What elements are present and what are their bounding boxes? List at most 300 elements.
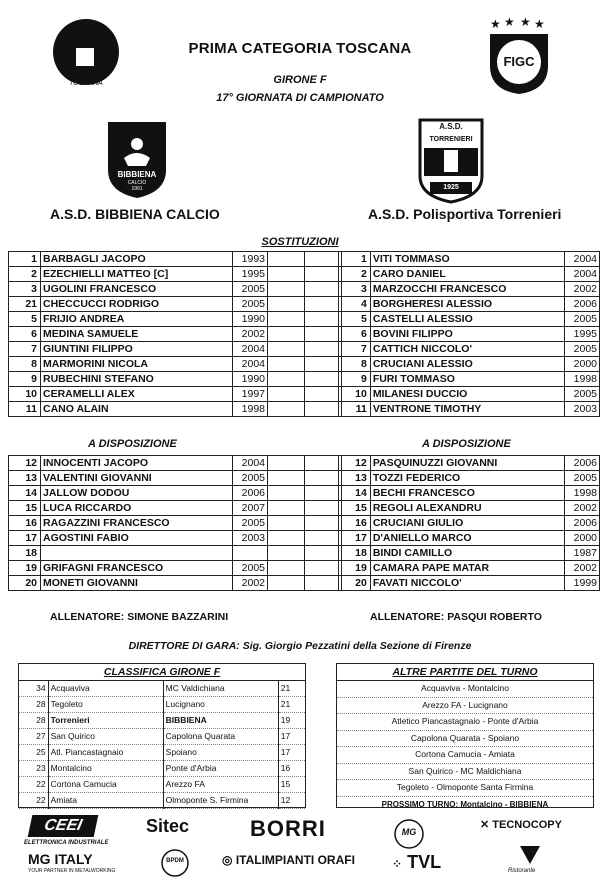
other-match: Acquaviva - Montalcino	[337, 681, 593, 698]
substitution-cell	[305, 297, 342, 312]
home-player-row	[9, 357, 342, 372]
player-number: 8	[9, 357, 41, 372]
substitution-cell	[268, 516, 305, 531]
home-player-row	[9, 471, 342, 486]
player-birth-year: 2006	[565, 456, 600, 471]
player-birth-year: 2003	[233, 531, 268, 546]
away-player-row	[339, 372, 600, 387]
sponsor-borri: BORRI	[250, 816, 326, 841]
player-name: TOZZI FEDERICO	[370, 471, 564, 486]
away-player-row	[339, 402, 600, 417]
home-player-row	[9, 516, 342, 531]
player-name: EZECHIELLI MATTEO [C]	[41, 267, 233, 282]
player-birth-year: 2006	[565, 516, 600, 531]
substitution-cell	[268, 297, 305, 312]
player-name: CAMARA PAPE MATAR	[370, 561, 564, 576]
standing-points: 28	[19, 697, 48, 713]
home-player-row	[9, 486, 342, 501]
player-number: 6	[9, 327, 41, 342]
player-birth-year	[233, 546, 268, 561]
altre-partite-title: ALTRE PARTITE DEL TURNO	[337, 664, 593, 681]
player-birth-year: 2004	[233, 342, 268, 357]
sponsor-ristorante-logo	[516, 842, 544, 866]
player-number: 2	[9, 267, 41, 282]
player-birth-year: 2005	[233, 297, 268, 312]
home-player-row	[9, 327, 342, 342]
player-birth-year: 2006	[565, 297, 600, 312]
sponsor-mgitaly	[28, 851, 93, 867]
standing-team: MC Valdichiana	[163, 681, 278, 697]
home-player-row	[9, 456, 342, 471]
substitution-cell	[268, 471, 305, 486]
home-player-row	[9, 282, 342, 297]
standing-team: San Quirico	[48, 729, 163, 745]
player-number: 1	[9, 252, 41, 267]
player-birth-year: 2005	[233, 471, 268, 486]
prossimo-turno: PROSSIMO TURNO: Montalcino - BIBBIENA	[381, 799, 549, 809]
player-name: AGOSTINI FABIO	[41, 531, 233, 546]
substitution-cell	[305, 561, 342, 576]
player-birth-year: 1990	[233, 372, 268, 387]
player-birth-year: 1990	[233, 312, 268, 327]
player-number: 8	[339, 357, 371, 372]
standing-team: Cortona Camucia	[48, 777, 163, 793]
substitution-cell	[305, 342, 342, 357]
player-number: 16	[339, 516, 371, 531]
torrenieri-crest-year: 1925	[443, 184, 459, 191]
player-name: FAVATI NICCOLO'	[370, 576, 564, 591]
player-name: MEDINA SAMUELE	[41, 327, 233, 342]
player-number: 7	[9, 342, 41, 357]
player-name: D'ANIELLO MARCO	[370, 531, 564, 546]
home-player-row	[9, 561, 342, 576]
away-player-row	[339, 342, 600, 357]
substitution-cell	[268, 282, 305, 297]
player-name: MARZOCCHI FRANCESCO	[370, 282, 564, 297]
classifica-row	[19, 697, 305, 713]
player-birth-year: 2004	[233, 456, 268, 471]
substitution-cell	[305, 372, 342, 387]
player-number: 3	[9, 282, 41, 297]
player-number: 15	[9, 501, 41, 516]
home-player-row	[9, 372, 342, 387]
home-player-row	[9, 501, 342, 516]
substitution-cell	[268, 387, 305, 402]
svg-text:★: ★	[534, 17, 545, 31]
player-number: 11	[339, 402, 371, 417]
player-name: CERAMELLI ALEX	[41, 387, 233, 402]
player-name: MARMORINI NICOLA	[41, 357, 233, 372]
standing-team: Capolona Quarata	[163, 729, 278, 745]
player-name: CANO ALAIN	[41, 402, 233, 417]
figc-logo-text: FIGC	[503, 54, 535, 69]
sponsor-tvl	[392, 852, 441, 873]
player-name: CRUCIANI GIULIO	[370, 516, 564, 531]
other-match: Capolona Quarata - Spoiano	[337, 731, 593, 748]
player-birth-year: 2004	[565, 267, 600, 282]
page-title: PRIMA CATEGORIA TOSCANA	[188, 40, 412, 57]
sponsor-bpdm-text: BPDM	[166, 858, 184, 864]
player-birth-year: 1998	[233, 402, 268, 417]
toscana-logo-text: TOSCANA	[69, 80, 103, 87]
player-name: CRUCIANI ALESSIO	[370, 357, 564, 372]
standing-team: Olmoponte S. Firmina	[163, 793, 278, 809]
player-birth-year: 2002	[565, 561, 600, 576]
substitution-cell	[268, 357, 305, 372]
away-player-row	[339, 561, 600, 576]
player-birth-year: 2000	[565, 531, 600, 546]
tvl-icon: ⁘	[392, 857, 403, 871]
player-name: RUBECHINI STEFANO	[41, 372, 233, 387]
home-player-row	[9, 387, 342, 402]
bibbiena-crest-sub: CALCIO	[127, 180, 147, 186]
player-number: 18	[9, 546, 41, 561]
away-player-row	[339, 357, 600, 372]
standing-points: 19	[278, 713, 305, 729]
substitution-cell	[268, 456, 305, 471]
player-number: 21	[9, 297, 41, 312]
player-name: PASQUINUZZI GIOVANNI	[370, 456, 564, 471]
other-match: Atletico Piancastagnaio - Ponte d'Arbia	[337, 714, 593, 731]
player-name: CHECCUCCI RODRIGO	[41, 297, 233, 312]
standing-points: 17	[278, 745, 305, 761]
home-player-row	[9, 252, 342, 267]
player-number: 2	[339, 267, 371, 282]
player-number: 10	[9, 387, 41, 402]
player-number: 10	[339, 387, 371, 402]
substitution-cell	[268, 546, 305, 561]
italimpianti-icon: ◎	[222, 853, 233, 867]
away-player-row	[339, 297, 600, 312]
torrenieri-crest-text: TORRENIERI	[429, 136, 473, 143]
sponsor-tecnocopy-text: TECNOCOPY	[492, 819, 562, 831]
classifica-table	[19, 681, 305, 809]
player-number: 14	[339, 486, 371, 501]
player-name: FURI TOMMASO	[370, 372, 564, 387]
player-number: 6	[339, 327, 371, 342]
substitution-cell	[305, 486, 342, 501]
away-player-row	[339, 486, 600, 501]
player-name: BARBAGLI JACOPO	[41, 252, 233, 267]
player-name: GRIFAGNI FRANCESCO	[41, 561, 233, 576]
player-number: 5	[339, 312, 371, 327]
player-birth-year: 2005	[565, 387, 600, 402]
other-match: Arezzo FA - Lucignano	[337, 698, 593, 715]
sponsor-sitec: Sitec	[146, 816, 190, 836]
substitution-cell	[305, 456, 342, 471]
standing-team: Lucignano	[163, 697, 278, 713]
player-birth-year: 1997	[233, 387, 268, 402]
player-name: MILANESI DUCCIO	[370, 387, 564, 402]
standing-points: 21	[278, 681, 305, 697]
substitution-cell	[268, 486, 305, 501]
substitution-cell	[305, 546, 342, 561]
player-number: 3	[339, 282, 371, 297]
player-birth-year: 2002	[565, 501, 600, 516]
player-birth-year: 1999	[565, 576, 600, 591]
altre-partite-box	[336, 663, 594, 808]
player-number: 12	[339, 456, 371, 471]
other-match: Cortona Camucia - Amiata	[337, 747, 593, 764]
substitution-cell	[268, 576, 305, 591]
away-team-name: A.S.D. Polisportiva Torrenieri	[368, 206, 562, 222]
sponsor-ceei	[28, 815, 99, 837]
player-name: FRIJIO ANDREA	[41, 312, 233, 327]
player-name: UGOLINI FRANCESCO	[41, 282, 233, 297]
player-name	[41, 546, 233, 561]
sponsor-ceei-sub: ELETTRONICA INDUSTRIALE	[24, 840, 109, 846]
other-match: San Quirico - MC Maldichiana	[337, 764, 593, 781]
player-number: 16	[9, 516, 41, 531]
away-player-row	[339, 546, 600, 561]
player-name: VENTRONE TIMOTHY	[370, 402, 564, 417]
player-number: 12	[9, 456, 41, 471]
classifica-row	[19, 793, 305, 809]
svg-text:★: ★	[504, 16, 515, 29]
player-name: INNOCENTI JACOPO	[41, 456, 233, 471]
player-name: JALLOW DODOU	[41, 486, 233, 501]
away-bench-label: A DISPOSIZIONE	[422, 438, 511, 450]
away-player-row	[339, 531, 600, 546]
substitution-cell	[305, 282, 342, 297]
substitution-cell	[305, 267, 342, 282]
player-birth-year: 2004	[565, 252, 600, 267]
player-birth-year: 1987	[565, 546, 600, 561]
substitution-cell	[305, 471, 342, 486]
substitution-cell	[305, 576, 342, 591]
substitution-cell	[268, 312, 305, 327]
home-team-name: A.S.D. BIBBIENA CALCIO	[50, 206, 220, 222]
away-coach: ALLENATORE: PASQUI ROBERTO	[370, 611, 542, 623]
classifica-row	[19, 761, 305, 777]
sponsor-ristorante-text: Ristorante	[508, 868, 536, 874]
player-birth-year: 2005	[233, 561, 268, 576]
player-number: 7	[339, 342, 371, 357]
torrenieri-crest-top: A.S.D.	[439, 122, 463, 131]
standing-team: Montalcino	[48, 761, 163, 777]
away-player-row	[339, 456, 600, 471]
sponsor-mg-text: MG	[401, 827, 417, 837]
player-number: 13	[339, 471, 371, 486]
referee-line: DIRETTORE DI GARA: Sig. Giorgio Pezzatini della Sezione di Firenze	[128, 640, 472, 652]
classifica-row	[19, 681, 305, 697]
substitution-cell	[305, 402, 342, 417]
substitution-cell	[268, 267, 305, 282]
svg-text:★: ★	[520, 16, 531, 29]
player-birth-year: 2003	[565, 402, 600, 417]
player-number: 20	[339, 576, 371, 591]
standing-team: Torrenieri	[48, 713, 163, 729]
player-birth-year: 2005	[233, 282, 268, 297]
standing-team: BIBBIENA	[163, 713, 278, 729]
player-name: BOVINI FILIPPO	[370, 327, 564, 342]
away-player-row	[339, 501, 600, 516]
sponsor-mgitaly-text: MG ITALY	[28, 851, 93, 867]
player-name: BECHI FRANCESCO	[370, 486, 564, 501]
home-player-row	[9, 531, 342, 546]
substitution-cell	[305, 327, 342, 342]
classifica-box	[18, 663, 306, 808]
tecnocopy-icon: ✕	[480, 819, 490, 831]
player-birth-year: 2006	[233, 486, 268, 501]
player-number: 14	[9, 486, 41, 501]
player-birth-year: 1995	[233, 267, 268, 282]
home-coach: ALLENATORE: SIMONE BAZZARINI	[50, 611, 229, 623]
player-name: GIUNTINI FILIPPO	[41, 342, 233, 357]
away-player-row	[339, 312, 600, 327]
away-player-row	[339, 282, 600, 297]
giornata-label: 17° GIORNATA DI CAMPIONATO	[216, 92, 384, 104]
standing-team: Spoiano	[163, 745, 278, 761]
away-bench-table	[338, 455, 600, 591]
substitution-cell	[305, 531, 342, 546]
substitution-cell	[268, 561, 305, 576]
standing-team: Arezzo FA	[163, 777, 278, 793]
player-birth-year: 2000	[565, 357, 600, 372]
standing-points: 21	[278, 697, 305, 713]
player-number: 19	[9, 561, 41, 576]
player-birth-year: 2002	[233, 576, 268, 591]
substitution-cell	[268, 501, 305, 516]
player-name: BORGHERESI ALESSIO	[370, 297, 564, 312]
player-name: REGOLI ALEXANDRU	[370, 501, 564, 516]
standing-team: Amiata	[48, 793, 163, 809]
away-player-row	[339, 252, 600, 267]
away-player-row	[339, 327, 600, 342]
player-birth-year: 2005	[233, 516, 268, 531]
home-starters-table	[8, 251, 342, 417]
bibbiena-crest-year: 1991	[131, 186, 143, 192]
substitution-cell	[268, 372, 305, 387]
player-birth-year: 2005	[565, 342, 600, 357]
player-birth-year: 2007	[233, 501, 268, 516]
player-birth-year: 2005	[565, 471, 600, 486]
standing-points: 15	[278, 777, 305, 793]
substitution-cell	[305, 357, 342, 372]
standing-points: 23	[19, 761, 48, 777]
home-player-row	[9, 297, 342, 312]
home-player-row	[9, 576, 342, 591]
away-starters-table	[338, 251, 600, 417]
player-number: 13	[9, 471, 41, 486]
player-birth-year: 1998	[565, 486, 600, 501]
substitution-cell	[268, 252, 305, 267]
substitution-cell	[268, 531, 305, 546]
bibbiena-crest-text: BIBBIENA	[117, 170, 157, 179]
home-bench-label: A DISPOSIZIONE	[88, 438, 177, 450]
player-number: 9	[339, 372, 371, 387]
player-name: BINDI CAMILLO	[370, 546, 564, 561]
standing-points: 28	[19, 713, 48, 729]
home-player-row	[9, 402, 342, 417]
player-birth-year: 1993	[233, 252, 268, 267]
player-birth-year: 2002	[565, 282, 600, 297]
standing-points: 12	[278, 793, 305, 809]
player-number: 4	[339, 297, 371, 312]
standing-team: Tegoleto	[48, 697, 163, 713]
player-name: LUCA RICCARDO	[41, 501, 233, 516]
classifica-row	[19, 777, 305, 793]
away-player-row	[339, 387, 600, 402]
home-player-row	[9, 342, 342, 357]
standing-points: 25	[19, 745, 48, 761]
player-number: 11	[9, 402, 41, 417]
away-player-row	[339, 471, 600, 486]
player-number: 19	[339, 561, 371, 576]
away-player-row	[339, 576, 600, 591]
substitution-cell	[305, 312, 342, 327]
standing-points: 16	[278, 761, 305, 777]
girone-label: GIRONE F	[273, 74, 327, 86]
substitution-cell	[305, 252, 342, 267]
player-number: 15	[339, 501, 371, 516]
substitution-cell	[268, 342, 305, 357]
player-name: VITI TOMMASO	[370, 252, 564, 267]
player-birth-year: 1995	[565, 327, 600, 342]
away-player-row	[339, 516, 600, 531]
player-number: 9	[9, 372, 41, 387]
standing-team: Ponte d'Arbia	[163, 761, 278, 777]
sponsor-italimpianti-text: ITALIMPIANTI ORAFI	[235, 853, 355, 867]
substitution-cell	[305, 501, 342, 516]
player-number: 1	[339, 252, 371, 267]
player-number: 20	[9, 576, 41, 591]
player-number: 18	[339, 546, 371, 561]
standing-points: 22	[19, 793, 48, 809]
player-name: CARO DANIEL	[370, 267, 564, 282]
classifica-row	[19, 745, 305, 761]
player-name: CATTICH NICCOLO'	[370, 342, 564, 357]
classifica-row	[19, 713, 305, 729]
classifica-title: CLASSIFICA GIRONE F	[19, 664, 305, 681]
sostituzioni-label: SOSTITUZIONI	[261, 236, 339, 248]
svg-text:★: ★	[490, 17, 501, 31]
home-player-row	[9, 312, 342, 327]
standing-points: 34	[19, 681, 48, 697]
player-birth-year: 1998	[565, 372, 600, 387]
standing-points: 17	[278, 729, 305, 745]
player-name: VALENTINI GIOVANNI	[41, 471, 233, 486]
sponsor-tecnocopy	[480, 818, 562, 831]
substitution-cell	[305, 516, 342, 531]
substitution-cell	[268, 327, 305, 342]
player-number: 17	[339, 531, 371, 546]
substitution-cell	[305, 387, 342, 402]
other-match: Tegoleto - Olmoponte Santa Firmina	[337, 780, 593, 797]
player-name: MONETI GIOVANNI	[41, 576, 233, 591]
sponsor-ceei-text: CEEI	[42, 817, 84, 834]
player-birth-year: 2005	[565, 312, 600, 327]
substitution-cell	[268, 402, 305, 417]
home-player-row	[9, 546, 342, 561]
player-birth-year: 2002	[233, 327, 268, 342]
standing-team: Atl. Piancastagnaio	[48, 745, 163, 761]
away-player-row	[339, 267, 600, 282]
player-name: RAGAZZINI FRANCESCO	[41, 516, 233, 531]
player-name: CASTELLI ALESSIO	[370, 312, 564, 327]
player-number: 17	[9, 531, 41, 546]
home-player-row	[9, 267, 342, 282]
player-birth-year: 2004	[233, 357, 268, 372]
player-number: 5	[9, 312, 41, 327]
sponsor-italimpianti	[222, 853, 355, 867]
standing-team: Acquaviva	[48, 681, 163, 697]
standing-points: 22	[19, 777, 48, 793]
standing-points: 27	[19, 729, 48, 745]
home-bench-table	[8, 455, 342, 591]
sponsor-tvl-text: TVL	[407, 852, 442, 872]
sponsor-mgitaly-sub: YOUR PARTNER IN METALWORKING	[28, 868, 116, 874]
